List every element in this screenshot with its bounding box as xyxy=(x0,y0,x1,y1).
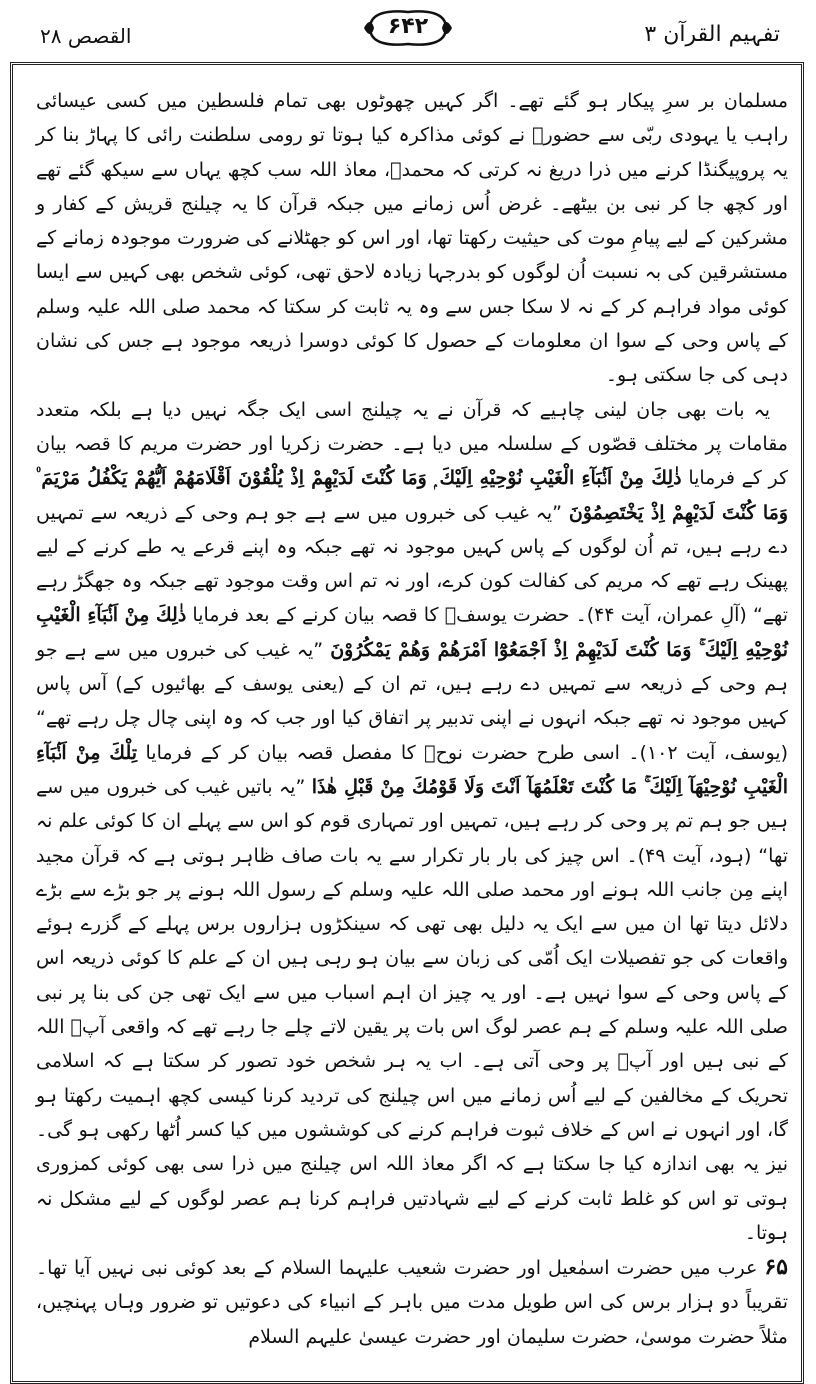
surah-reference: القصص ۲۸ xyxy=(40,24,132,48)
text-segment: ”یہ غیب کی خبروں میں سے ہے جو ہم وحی کے ذریعہ سے تمہیں دے رہے ہیں، تم ان کے (یعنی یوسف کے بھائیوں کے) آس پاس کہیں موجود نہ تھے جبکہ انہوں نے اپنی تدبیر پر اتفاق کیا اور جب کہ وہ اپنی چال چل رہے تھے“ (یوسف، آیت ۱۰۲)۔ اسی طرح حضرت نوحؑ کا مفصل قصہ بیان کر کے فرمایا xyxy=(36,638,788,764)
quran-verse: ذٰلِكَ مِنْ اَنْۢبَآءِ الْغَيْبِ نُوْحِيْهِ اِلَيْكَ ۚ وَمَا كُنْتَ لَدَيْهِمْ اِذْ اَجْمَعُوْٓا اَمْرَهُمْ وَهُمْ يَمْكُرُوْنَ xyxy=(36,604,788,661)
page-number-badge xyxy=(360,6,456,50)
page-number: ۶۴۲ xyxy=(387,14,429,39)
quran-verse: ذٰلِكَ مِنْ اَنْۢبَآءِ الْغَيْبِ نُوْحِيْهِ اِلَيْكَ ۭ وَمَا كُنْتَ لَدَيْهِمْ اِذْ يُلْقُوْنَ اَقْلَامَهُمْ اَيُّهُمْ يَكْفُلُ مَرْيَمَ ۠ وَمَا كُنْتَ لَدَيْهِمْ اِذْ يَخْتَصِمُوْنَ xyxy=(36,467,788,524)
quran-verse: تِلْكَ مِنْ اَنْۢبَآءِ الْغَيْبِ نُوْحِيْهَآ اِلَيْكَ ۚ مَا كُنْتَ تَعْلَمُهَآ اَنْتَ وَلَا قَوْمُكَ مِنْ قَبْلِ هٰذَا xyxy=(36,741,788,798)
body-text xyxy=(36,84,788,1354)
paragraph xyxy=(36,84,788,393)
text-segment: ”یہ باتیں غیب کی خبروں میں سے ہیں جو ہم تم پر وحی کر رہے ہیں، تمہیں اور تمہاری قوم کو اس سے پہلے ان کا کوئی علم نہ تھا“ (ہود، آیت ۴۹)۔ اس چیز کی بار بار تکرار سے یہ بات صاف ظاہر ہوتی ہے کہ قرآن مجید اپنے مِن جانب اللہ ہونے اور محمد صلی اللہ علیہ وسلم کے رسول اللہ ہونے پر جو بڑے سے بڑے دلائل دیتا تھا ان میں سے ایک یہ دلیل بھی تھی کہ سینکڑوں ہزاروں برس پہلے کے گزرے ہوئے واقعات کی جو تفصیلات ایک اُمّی کی زبان سے بیان ہو رہی ہیں ان کے علم کا کوئی ذریعہ اس کے پاس وحی کے سوا نہیں ہے۔ اور یہ چیز ان اہم اسباب میں سے ایک تھی جن کی بنا پر نبی صلی اللہ علیہ وسلم کے ہم عصر لوگ اس بات پر یقین لاتے چلے جا رہے تھے کہ واقعی آپؐ اللہ کے نبی ہیں اور آپؐ پر وحی آتی ہے۔ اب یہ ہر شخص خود تصور کر سکتا ہے کہ اسلامی تحریک کے مخالفین کے لیے اُس زمانے میں اس چیلنج کی تردید کرنا کیسی کچھ اہمیت رکھتا ہو گا، اور انہوں نے اس کے خلاف ثبوت فراہم کرنے کی کوششوں میں کیا کسر اُٹھا رکھی ہو گی۔ نیز یہ بھی اندازہ کیا جا سکتا ہے کہ اگر معاذ اللہ اس چیلنج میں ذرا سی بھی کوئی کمزوری ہوتی تو اس کو غلط ثابت کرنے کے لیے شہادتیں فراہم کرنا ہم عصر لوگوں کے لیے مشکل نہ ہوتا۔ xyxy=(36,775,788,1244)
page-header xyxy=(0,0,816,62)
text-segment: یہ بات بھی جان لینی چاہیے کہ قرآن نے یہ چیلنج اسی ایک جگہ نہیں دیا ہے بلکہ متعدد مقامات پر مختلف قصّوں کے سلسلہ میں دیا ہے۔ حضرت زکریا اور حضرت مریم کا قصہ بیان کر کے فرمایا xyxy=(36,398,789,490)
text-segment: عرب میں حضرت اسمٰعیل اور حضرت شعیب علیہما السلام کے بعد کوئی نبی نہیں آیا تھا۔ تقریباً دو ہزار برس کی اس طویل مدت میں باہر کے انبیاء کی دعوتیں تو ضرور وہاں پہنچیں، مثلاً حضرت موسیٰ، حضرت سلیمان اور حضرت عیسیٰ علیہم السلام xyxy=(36,1257,788,1348)
text-segment: مسلمان بر سرِ پیکار ہو گئے تھے۔ اگر کہیں چھوٹوں بھی تمام فلسطین میں کسی عیسائی راہب یا یہودی ربّی سے حضورؐ نے کوئی مذاکرہ کیا ہوتا تو رومی سلطنت رائی کا پہاڑ بنا کر یہ پروپیگنڈا کرنے میں ذرا دریغ نہ کرتی کہ محمدؐ، معاذ اللہ سب کچھ یہاں سے سیکھ گئے تھے اور کچھ جا کر نبی بن بیٹھے۔ غرض اُس زمانے میں جبکہ قرآن کا یہ چیلنج قریش کے کفار و مشرکین کے لیے پیامِ موت کی حیثیت رکھتا تھا، اور اس کو جھٹلانے کی ضرورت موجودہ زمانے کے مستشرقین کی بہ نسبت اُن لوگوں کو بدرجہا زیادہ لاحق تھی، کوئی شخص بھی کہیں سے ایسا کوئی مواد فراہم کر کے نہ لا سکا جس سے وہ یہ ثابت کر سکتا کہ محمد صلی اللہ علیہ وسلم کے پاس وحی کے سوا ان معلومات کے حصول کا کوئی دوسرا ذریعہ موجود ہے جس کی نشان دہی کی جا سکتی ہو۔ xyxy=(36,90,788,387)
book-title: تفہیم القرآن ۳ xyxy=(644,22,780,47)
text-segment: ”یہ غیب کی خبروں میں سے ہے جو ہم وحی کے ذریعہ سے تمہیں دے رہے ہیں، تم اُن لوگوں کے پاس کہیں موجود نہ تھے جبکہ وہ اپنے قرعے یہ طے کرنے کے لیے پھینک رہے تھے کہ مریم کی کفالت کون کرے، اور نہ تم اس وقت موجود تھے جبکہ وہ جھگڑ رہے تھے“ (آلِ عمران، آیت ۴۴)۔ حضرت یوسفؑ کا قصہ بیان کرنے کے بعد فرمایا xyxy=(36,501,788,627)
paragraph xyxy=(36,393,788,1250)
footnote-number: ۶۵ xyxy=(764,1254,788,1281)
footnote-paragraph xyxy=(36,1250,788,1354)
